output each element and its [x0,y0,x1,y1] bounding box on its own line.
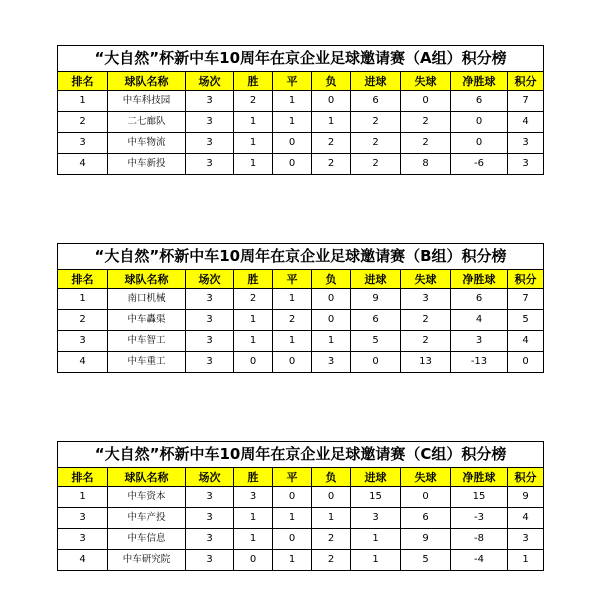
cell-won: 0 [234,352,273,373]
group-c-standings-table [57,441,544,571]
column-header-won: 胜 [234,468,273,487]
title-row [58,442,544,468]
column-header-played: 场次 [186,72,234,91]
cell-played: 3 [186,310,234,331]
cell-drawn: 1 [273,331,312,352]
cell-team-name: 中车研究院 [108,550,186,571]
cell-lost: 1 [312,508,351,529]
cell-goals-for: 2 [351,154,401,175]
cell-team-name: 中车产投 [108,508,186,529]
group-b-title: “大自然”杯新中车10周年在京企业足球邀请赛（B组）积分榜 [58,244,544,270]
column-header-lost: 负 [312,468,351,487]
cell-won: 1 [234,529,273,550]
column-header-lost: 负 [312,72,351,91]
column-header-lost: 负 [312,270,351,289]
cell-rank: 2 [58,112,108,133]
cell-points: 1 [508,550,544,571]
cell-goal-difference: 6 [451,289,508,310]
cell-points: 0 [508,352,544,373]
cell-drawn: 0 [273,529,312,550]
table-row [58,154,544,175]
column-header-drawn: 平 [273,468,312,487]
cell-lost: 1 [312,331,351,352]
table-row [58,91,544,112]
cell-team-name: 中车智工 [108,331,186,352]
table-row [58,550,544,571]
cell-goals-for: 15 [351,487,401,508]
cell-team-name: 中车科技园 [108,91,186,112]
column-header-played: 场次 [186,270,234,289]
cell-goals-against: 2 [401,133,451,154]
cell-goals-against: 0 [401,91,451,112]
table-row [58,487,544,508]
column-header-goals-against: 失球 [401,72,451,91]
cell-goal-difference: 0 [451,112,508,133]
column-header-team-name: 球队名称 [108,72,186,91]
column-header-goals-for: 进球 [351,270,401,289]
column-header-points: 积分 [508,270,544,289]
group-a-title: “大自然”杯新中车10周年在京企业足球邀请赛（A组）积分榜 [58,46,544,72]
cell-points: 4 [508,508,544,529]
column-header-goals-against: 失球 [401,270,451,289]
cell-goals-against: 3 [401,289,451,310]
column-header-drawn: 平 [273,72,312,91]
cell-points: 7 [508,91,544,112]
cell-played: 3 [186,112,234,133]
table-row [58,529,544,550]
cell-goals-against: 8 [401,154,451,175]
cell-goal-difference: -4 [451,550,508,571]
table-row [58,352,544,373]
column-header-goal-difference: 净胜球 [451,72,508,91]
cell-rank: 3 [58,133,108,154]
table-row [58,289,544,310]
cell-drawn: 1 [273,508,312,529]
cell-goals-for: 1 [351,529,401,550]
cell-drawn: 2 [273,310,312,331]
cell-team-name: 南口机械 [108,289,186,310]
cell-goals-against: 5 [401,550,451,571]
column-header-goal-difference: 净胜球 [451,468,508,487]
cell-played: 3 [186,289,234,310]
cell-team-name: 中车新投 [108,154,186,175]
cell-played: 3 [186,508,234,529]
cell-won: 1 [234,331,273,352]
cell-goals-against: 6 [401,508,451,529]
cell-points: 3 [508,133,544,154]
cell-goals-for: 2 [351,112,401,133]
cell-goals-against: 2 [401,310,451,331]
table-row [58,331,544,352]
column-header-goal-difference: 净胜球 [451,270,508,289]
table-row [58,508,544,529]
cell-goals-against: 2 [401,331,451,352]
group-a-standings-table [57,45,544,175]
cell-goals-for: 0 [351,352,401,373]
cell-points: 9 [508,487,544,508]
cell-goals-for: 6 [351,310,401,331]
cell-team-name: 中车资本 [108,487,186,508]
title-row [58,46,544,72]
column-header-won: 胜 [234,270,273,289]
cell-drawn: 0 [273,352,312,373]
cell-team-name: 中车重工 [108,352,186,373]
cell-rank: 2 [58,310,108,331]
cell-rank: 3 [58,508,108,529]
cell-drawn: 1 [273,550,312,571]
header-row [58,270,544,289]
cell-goal-difference: -13 [451,352,508,373]
cell-lost: 2 [312,550,351,571]
cell-lost: 0 [312,289,351,310]
cell-goals-for: 6 [351,91,401,112]
cell-played: 3 [186,133,234,154]
cell-rank: 1 [58,487,108,508]
cell-drawn: 1 [273,289,312,310]
cell-rank: 4 [58,352,108,373]
column-header-goals-for: 进球 [351,468,401,487]
cell-played: 3 [186,331,234,352]
column-header-played: 场次 [186,468,234,487]
cell-goal-difference: -8 [451,529,508,550]
cell-played: 3 [186,529,234,550]
group-b-standings-table [57,243,544,373]
cell-goal-difference: 0 [451,133,508,154]
column-header-rank: 排名 [58,72,108,91]
cell-points: 3 [508,529,544,550]
cell-goals-for: 2 [351,133,401,154]
cell-won: 1 [234,154,273,175]
cell-lost: 2 [312,529,351,550]
cell-won: 1 [234,112,273,133]
cell-goal-difference: 6 [451,91,508,112]
cell-rank: 3 [58,529,108,550]
cell-goals-for: 5 [351,331,401,352]
cell-lost: 2 [312,133,351,154]
cell-goals-against: 2 [401,112,451,133]
cell-drawn: 0 [273,133,312,154]
cell-points: 4 [508,112,544,133]
cell-lost: 0 [312,91,351,112]
column-header-goals-against: 失球 [401,468,451,487]
cell-goal-difference: 4 [451,310,508,331]
cell-played: 3 [186,487,234,508]
cell-goal-difference: 3 [451,331,508,352]
header-row [58,468,544,487]
group-c-title: “大自然”杯新中车10周年在京企业足球邀请赛（C组）积分榜 [58,442,544,468]
cell-won: 1 [234,310,273,331]
cell-rank: 1 [58,91,108,112]
cell-played: 3 [186,550,234,571]
cell-goal-difference: 15 [451,487,508,508]
cell-won: 1 [234,508,273,529]
column-header-won: 胜 [234,72,273,91]
cell-points: 7 [508,289,544,310]
column-header-team-name: 球队名称 [108,270,186,289]
cell-rank: 3 [58,331,108,352]
cell-lost: 0 [312,310,351,331]
cell-goals-for: 9 [351,289,401,310]
cell-team-name: 中车物流 [108,133,186,154]
cell-rank: 4 [58,154,108,175]
cell-goals-against: 9 [401,529,451,550]
cell-drawn: 0 [273,487,312,508]
header-row [58,72,544,91]
cell-team-name: 二七廊队 [108,112,186,133]
cell-lost: 2 [312,154,351,175]
cell-team-name: 中车信息 [108,529,186,550]
cell-played: 3 [186,352,234,373]
column-header-points: 积分 [508,468,544,487]
cell-lost: 0 [312,487,351,508]
cell-goals-for: 1 [351,550,401,571]
cell-won: 2 [234,91,273,112]
table-row [58,133,544,154]
column-header-goals-for: 进球 [351,72,401,91]
column-header-rank: 排名 [58,270,108,289]
cell-drawn: 1 [273,91,312,112]
cell-played: 3 [186,91,234,112]
cell-won: 1 [234,133,273,154]
cell-points: 5 [508,310,544,331]
cell-goal-difference: -6 [451,154,508,175]
cell-goals-for: 3 [351,508,401,529]
cell-rank: 4 [58,550,108,571]
cell-points: 3 [508,154,544,175]
column-header-points: 积分 [508,72,544,91]
cell-goals-against: 13 [401,352,451,373]
cell-goals-against: 0 [401,487,451,508]
cell-played: 3 [186,154,234,175]
cell-won: 0 [234,550,273,571]
column-header-drawn: 平 [273,270,312,289]
column-header-rank: 排名 [58,468,108,487]
cell-won: 3 [234,487,273,508]
cell-rank: 1 [58,289,108,310]
cell-drawn: 1 [273,112,312,133]
cell-team-name: 中车轟渠 [108,310,186,331]
cell-lost: 3 [312,352,351,373]
cell-points: 4 [508,331,544,352]
column-header-team-name: 球队名称 [108,468,186,487]
cell-won: 2 [234,289,273,310]
cell-goal-difference: -3 [451,508,508,529]
cell-drawn: 0 [273,154,312,175]
title-row [58,244,544,270]
table-row [58,310,544,331]
table-row [58,112,544,133]
cell-lost: 1 [312,112,351,133]
